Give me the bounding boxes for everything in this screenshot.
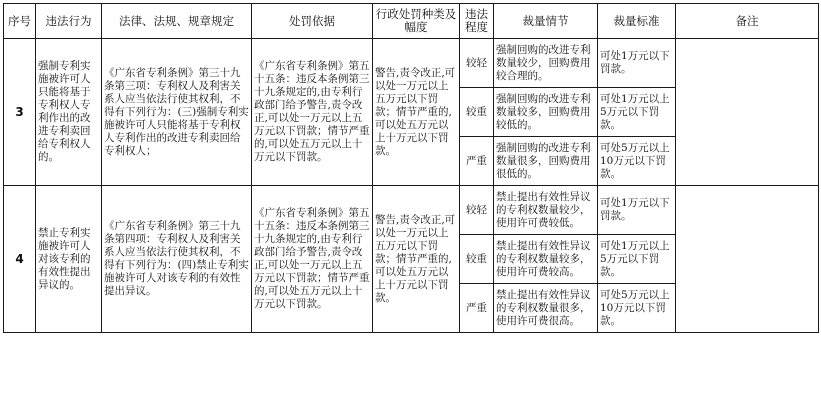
header-basis: 处罚依据	[252, 4, 373, 39]
header-circumstance: 裁量情节	[494, 4, 598, 39]
header-penalty: 行政处罚种类及幅度	[373, 4, 460, 39]
penalty-cell: 警告,责令改正,可以处一万元以上五万元以下罚款；情节严重的,可以处五万元以上十万元以下罚款。	[373, 186, 460, 333]
violation-cell: 强制专利实施被许可人只能将基于专利权人专利作出的改进专利卖回给专利权人的。	[36, 39, 102, 186]
note-cell	[676, 39, 819, 186]
penalty-cell: 警告,责令改正,可以处一万元以上五万元以下罚款；情节严重的,可以处五万元以上十万元以下罚款。	[373, 39, 460, 186]
penalty-discretion-table	[3, 3, 819, 333]
standard-cell: 可处1万元以下罚款。	[598, 39, 676, 88]
level-cell: 较轻	[460, 186, 494, 235]
standard-cell: 可处1万元以上5万元以下罚款。	[598, 88, 676, 137]
circumstance-cell: 禁止提出有效性异议的专利权数量较多，使用许可费较高。	[494, 235, 598, 284]
header-violation: 违法行为	[36, 4, 102, 39]
note-cell	[676, 186, 819, 333]
header-standard: 裁量标准	[598, 4, 676, 39]
basis-cell: 《广东省专利条例》第五十五条：违反本条例第三十九条规定的,由专利行政部门给予警告,责令改正,可以处一万元以上五万元以下罚款；情节严重的,可以处五万元以上十万元以下罚款。	[252, 186, 373, 333]
law-cell: 《广东省专利条例》第三十九条第三项：专利权人及利害关系人应当依法行使其权利，不得有下列行为：(三)强制专利实施被许可人只能将基于专利权人专利作出的改进专利卖回给专利权人；	[102, 39, 252, 186]
level-cell: 严重	[460, 137, 494, 186]
header-no: 序号	[4, 4, 36, 39]
standard-cell: 可处1万元以上5万元以下罚款。	[598, 235, 676, 284]
level-cell: 较轻	[460, 39, 494, 88]
row-number: 4	[4, 186, 36, 333]
law-cell: 《广东省专利条例》第三十九条第四项：专利权人及利害关系人应当依法行使其权利，不得有下列行为：(四)禁止专利实施被许可人对该专利的有效性提出异议。	[102, 186, 252, 333]
standard-cell: 可处5万元以上10万元以下罚款。	[598, 137, 676, 186]
circumstance-cell: 强制回购的改进专利数量较少，回购费用较合理的。	[494, 39, 598, 88]
row-number: 3	[4, 39, 36, 186]
header-law: 法律、法规、规章规定	[102, 4, 252, 39]
circumstance-cell: 强制回购的改进专利数量较多，回购费用较低的。	[494, 88, 598, 137]
header-note: 备注	[676, 4, 819, 39]
standard-cell: 可处5万元以上10万元以下罚款。	[598, 284, 676, 333]
basis-cell: 《广东省专利条例》第五十五条：违反本条例第三十九条规定的,由专利行政部门给予警告,责令改正,可以处一万元以上五万元以下罚款；情节严重的,可以处五万元以上十万元以下罚款。	[252, 39, 373, 186]
header-level: 违法程度	[460, 4, 494, 39]
level-cell: 较重	[460, 88, 494, 137]
standard-cell: 可处1万元以下罚款。	[598, 186, 676, 235]
circumstance-cell: 强制回购的改进专利数量很多，回购费用很低的。	[494, 137, 598, 186]
level-cell: 严重	[460, 284, 494, 333]
table-row	[4, 39, 819, 88]
header-row	[4, 4, 819, 39]
level-cell: 较重	[460, 235, 494, 284]
circumstance-cell: 禁止提出有效性异议的专利权数量较少，使用许可费较低。	[494, 186, 598, 235]
table-row	[4, 186, 819, 235]
violation-cell: 禁止专利实施被许可人对该专利的有效性提出异议的。	[36, 186, 102, 333]
circumstance-cell: 禁止提出有效性异议的专利权数量很多，使用许可费很高。	[494, 284, 598, 333]
